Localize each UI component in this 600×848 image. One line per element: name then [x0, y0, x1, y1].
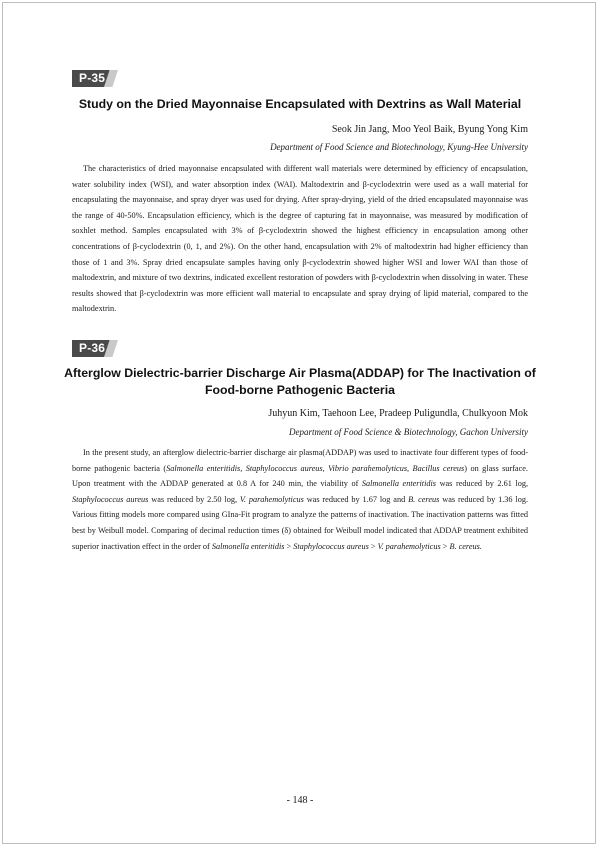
abstract-p35	[72, 161, 528, 317]
authors-p35: Seok Jin Jang, Moo Yeol Baik, Byung Yong Kim	[331, 124, 528, 135]
poster-badge-p35	[72, 70, 120, 87]
abstract-text: was reduced by 2.50 log,	[148, 494, 240, 504]
abstract-italic-term: Staphylococcus aureus	[293, 541, 369, 551]
abstract-p36	[72, 445, 528, 554]
abstract-text: was reduced by 1.36 log. Various fitting models more compared using GInа-Fit program to analyze the patterns of inactivation. The inactivation patterns was fitted best by Weibull model. Comparing of decimal reduction times (δ) obtained for Weibull model indicated that ADDAP treatment exhibited superior inactivation effect in the order of	[72, 494, 529, 551]
abstract-italic-term: B. cereus.	[449, 541, 482, 551]
affiliation-p35: Department of Food Science and Biotechnology, Kyung-Hee University	[270, 142, 528, 152]
affiliation-p36: Department of Food Science & Biotechnology, Gachon University	[289, 427, 528, 437]
abstract-italic-term: Staphylococcus aureus	[72, 494, 149, 504]
abstract-italic-term: V. parahemolyticus	[239, 494, 304, 504]
abstract-text: In the present study, an afterglow dielectric-barrier discharge air plasma(ADDAP) was used to inactivate four different types of food-borne pathogenic bacteria (	[72, 448, 528, 473]
paper-title-p36: Afterglow Dielectric-barrier Discharge Air Plasma(ADDAP) for The Inactivation of Food-borne Pathogenic Bacteria	[64, 366, 536, 397]
abstract-text: ) on glass surface. Upon treatment with the ADDAP generated at 0.8 A for 240 min, the viability of	[72, 463, 528, 489]
abstract-text: The characteristics of dried mayonnaise encapsulated with different wall materials were determined by efficiency of encapsulation, water solubility index (WSI), and water absorption index (WAI). Maltodextrin and β-cyclodextrin were used as a wall material for encapsulating the mayonnaise, and spray dryer was used for drying. After spray-drying, yield of the dried encapsulated mayonnaise was the range of 40-50%. Encapsulation efficiency, which is the degree of capturing fat in mayonnaise, was measured by modification of soxhlet method. Samples encapsulated with 3% of β-cyclodextrin showed the highest efficiency in encapsulation among other concentrations of β-cyclodextrin (0, 1, and 2%). On the other hand, encapsulation with 2% of maltodextrin had higher efficiency than those of 1 and 3%. Spray dried encapsulate samples having only β-cyclodextrin showed higher WSI and lower WAI than those of maltodextrin, and mixture of two dextrins, indicated excellent restoration of powders with β-cyclodextrin when dissolving in water. These results showed that β-cyclodextrin was more efficient wall material to encapsulate and spray drying of lipid material, compared to the maltodextrin.	[72, 164, 528, 314]
poster-badge-p36	[72, 340, 120, 357]
abstract-italic-term: V. parahemolyticus	[377, 541, 441, 551]
paper-title-p35: Study on the Dried Mayonnaise Encapsulated with Dextrins as Wall Material	[78, 97, 522, 111]
abstract-text: >	[284, 541, 294, 551]
abstract-italic-term: Salmonella enteritidis, Staphylococcus aureus, Vibrio parahemolyticus, Bacillus cereus	[166, 463, 465, 473]
page-number: - 148 -	[286, 795, 314, 806]
abstract-text: >	[440, 541, 450, 551]
authors-p36: Juhyun Kim, Taehoon Lee, Pradeep Puligundla, Chulkyoon Mok	[268, 408, 528, 419]
abstract-italic-term: B. cereus	[408, 494, 440, 504]
abstract-italic-term: Salmonella enteritidis	[211, 541, 285, 551]
abstract-text: was reduced by 2.61 log,	[436, 479, 529, 489]
badge-label: P-35	[79, 71, 106, 85]
badge-label: P-36	[79, 341, 106, 355]
abstract-text: was reduced by 1.67 log and	[303, 494, 409, 504]
abstract-italic-term: Salmonella enteritidis	[361, 479, 437, 489]
abstract-text: >	[368, 541, 378, 551]
